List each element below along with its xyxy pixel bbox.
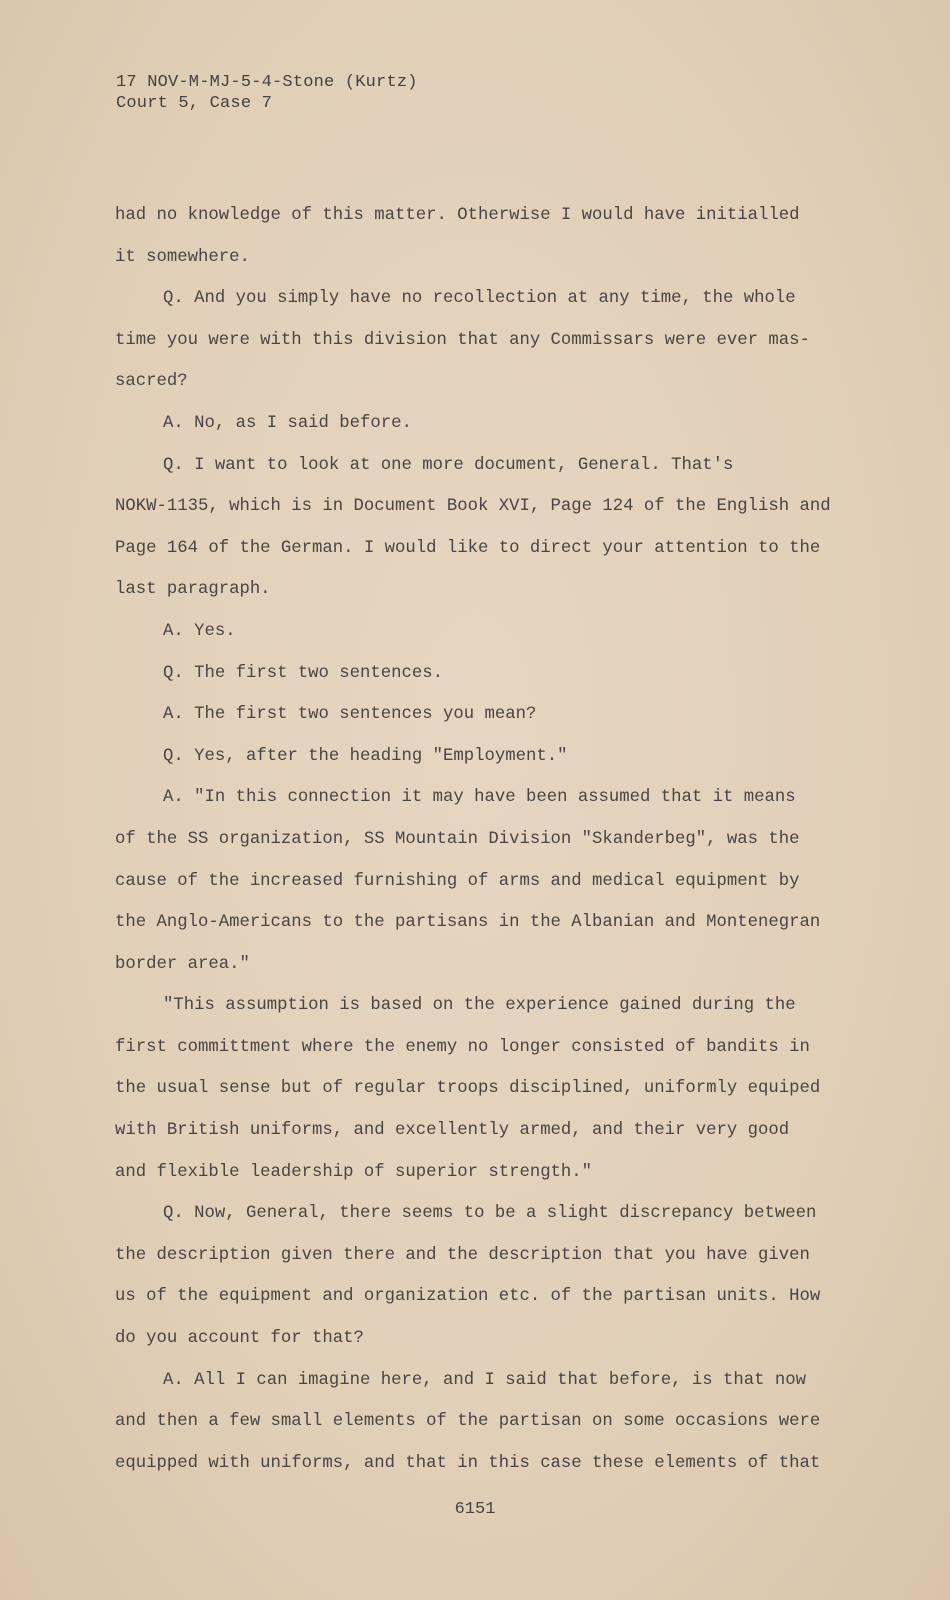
page-number: 6151 xyxy=(454,1500,496,1519)
header-court-case-line: Court 5, Case 7 xyxy=(116,94,273,113)
transcript-line: border area." xyxy=(115,954,250,974)
transcript-body xyxy=(115,195,835,1484)
quote-line: "This assumption is based on the experience gained during the xyxy=(163,996,796,1016)
transcript-line: had no knowledge of this matter. Otherwise I would have initialled xyxy=(115,206,800,225)
question-line: Q. Now, General, there seems to be a slight discrepancy between xyxy=(163,1204,817,1224)
transcript-line: last paragraph. xyxy=(115,580,271,600)
transcript-line: sacred? xyxy=(115,372,188,392)
question-line: Q. And you simply have no recollection at any time, the whole xyxy=(163,289,796,309)
answer-line: A. No, as I said before. xyxy=(163,413,412,433)
question-line: Q. I want to look at one more document, General. That's xyxy=(163,455,734,475)
answer-line: A. "In this connection it may have been assumed that it means xyxy=(163,788,796,808)
transcript-line: time you were with this division that any Commissars were ever mas- xyxy=(115,330,810,350)
transcript-line: first committment where the enemy no longer consisted of bandits in xyxy=(115,1037,810,1057)
question-line: Q. The first two sentences. xyxy=(163,663,444,683)
document-header xyxy=(116,72,418,114)
transcript-line: Page 164 of the German. I would like to direct your attention to the xyxy=(115,538,821,558)
question-line: Q. Yes, after the heading "Employment." xyxy=(163,746,568,766)
transcript-line: it somewhere. xyxy=(115,247,250,267)
answer-line: A. All I can imagine here, and I said that before, is that now xyxy=(163,1370,806,1390)
transcript-line: us of the equipment and organization etc. of the partisan units. How xyxy=(115,1287,821,1307)
transcript-line: cause of the increased furnishing of arms and medical equipment by xyxy=(115,871,800,891)
transcript-line: do you account for that? xyxy=(115,1329,364,1349)
transcript-line: and flexible leadership of superior strength." xyxy=(115,1162,593,1182)
transcript-line: equipped with uniforms, and that in this case these elements of that xyxy=(115,1453,821,1473)
transcript-line: of the SS organization, SS Mountain Division "Skanderbeg", was the xyxy=(115,829,800,849)
transcript-line: the Anglo-Americans to the partisans in the Albanian and Montenegran xyxy=(115,913,821,933)
transcript-line: with British uniforms, and excellently armed, and their very good xyxy=(115,1121,790,1141)
transcript-line: NOKW-1135, which is in Document Book XVI, Page 124 of the English and xyxy=(115,497,831,517)
transcript-line: the description given there and the description that you have given xyxy=(115,1245,810,1265)
transcript-line: the usual sense but of regular troops disciplined, uniformly equiped xyxy=(115,1079,821,1099)
header-reference-line: 17 NOV-M-MJ-5-4-Stone (Kurtz) xyxy=(116,73,418,92)
transcript-line: and then a few small elements of the partisan on some occasions were xyxy=(115,1412,821,1432)
answer-line: A. The first two sentences you mean? xyxy=(163,705,537,725)
answer-line: A. Yes. xyxy=(163,621,236,641)
